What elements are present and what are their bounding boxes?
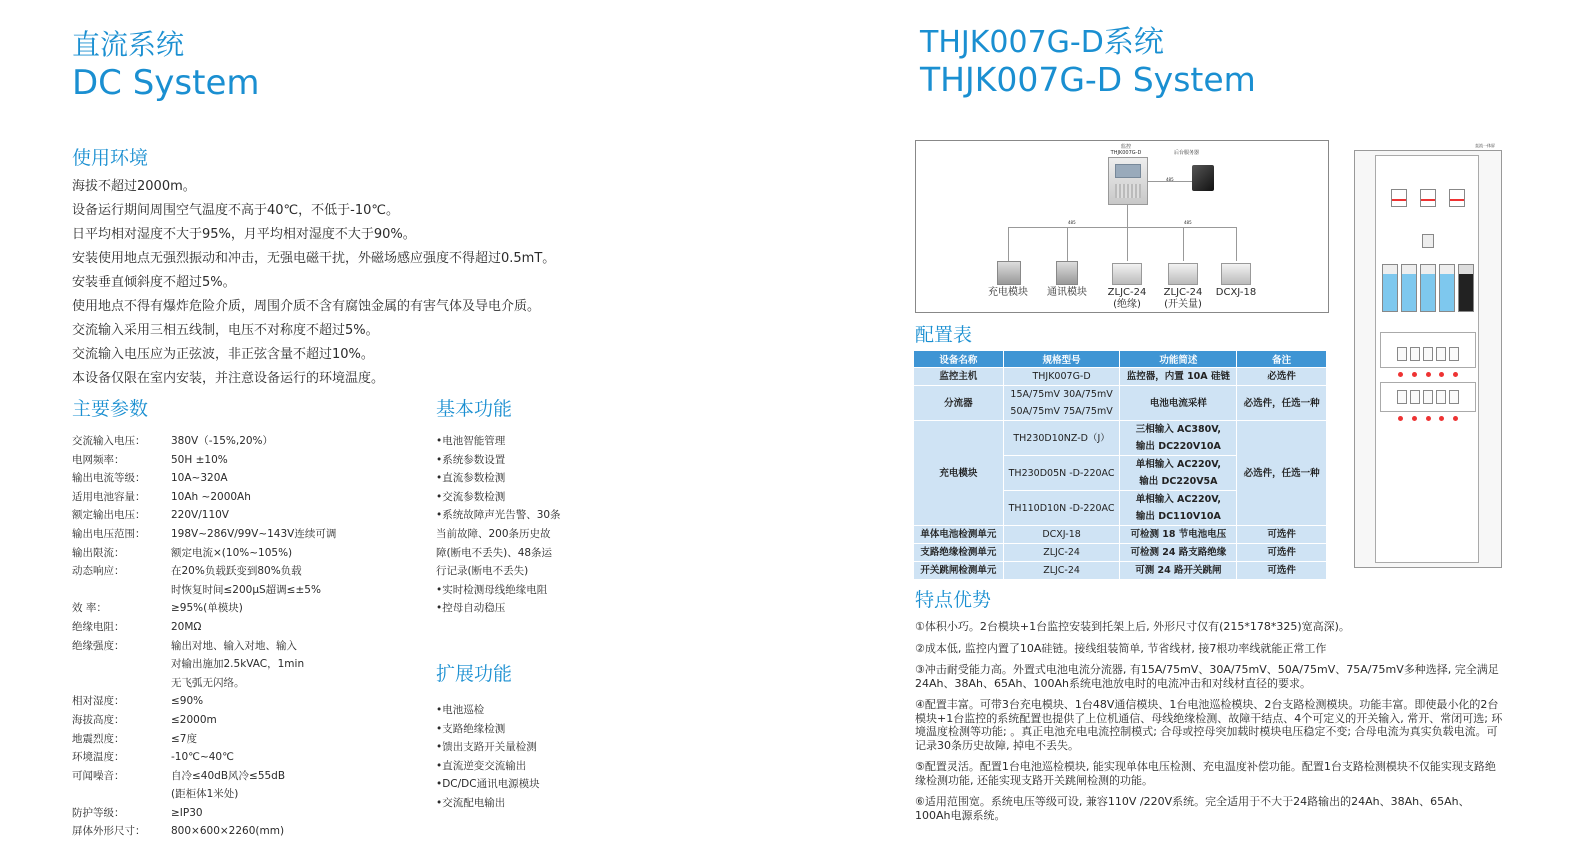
param-row [72,432,372,451]
param-key: 输出电流等级： [72,472,146,485]
param-key: 额定输出电压： [72,509,146,522]
system-title-cn: THJK007G-D系统 [920,25,1164,60]
zljc-insulation-icon [1112,263,1142,285]
cell: 可选件 [1237,544,1327,562]
param-value: 10Ah ~2000Ah [171,490,251,503]
param-key: 防护等级： [72,806,125,819]
title-cn: 直流系统 [72,28,185,61]
cabinet-label: 直流一体屏 [1475,143,1495,148]
param-row [72,674,372,693]
advantages-title: 特点优势 [915,589,992,611]
advantage-item: ⑥适用范围宽。系统电压等级可设, 兼容110V /220V系统。完全适用于不大于24路输出的24Ah、38Ah、65Ah、100Ah电源系统。 [915,795,1470,822]
monitor-label: 监控 THJK007G-D [1110,144,1142,156]
col-header: 设备名称 [914,351,1004,368]
cell: 必选件，任选一种 [1237,386,1327,421]
basic-func-item: •实时检测母线绝缘电阻 [436,583,548,596]
params-list [72,432,372,841]
config-title: 配置表 [915,324,973,346]
cell: 可测 24 路开关跳闸 [1120,562,1237,580]
param-value: ≥95%(单模块) [171,602,243,615]
param-value: ≥IP30 [171,806,203,819]
param-row [72,804,372,823]
title-en: DC System [72,63,260,103]
breaker-panel-2 [1380,382,1476,412]
param-key [72,674,171,693]
dcxj-icon [1221,263,1251,285]
param-key: 绝缘电阻： [72,620,125,633]
param-value: 198V~286V/99V~143V连续可调 [171,527,337,540]
cell: 必选件，任选一种 [1237,421,1327,526]
cell: 单相输入 AC220V, 输出 DC110V10A [1120,491,1237,526]
advantage-item: ②成本低, 监控内置了10A硅链。接线组装简单, 节省线材, 接7根功率线就能正常工作 [915,641,1327,655]
indicator-row-1 [1398,372,1458,377]
cell: 充电模块 [914,421,1004,526]
param-value: 在20%负载跃变到80%负载 [171,565,302,578]
bus-tap-4 [1183,227,1184,261]
param-value: (距柜体1米处) [171,788,239,801]
indicator-row-2 [1398,416,1458,421]
param-row [72,451,372,470]
env-item: 安装垂直倾斜度不超过5%。 [72,275,236,290]
env-item: 交流输入采用三相五线制，电压不对称度不超过5%。 [72,323,379,338]
param-value: 10A~320A [171,472,228,485]
param-key: 交流输入电压： [72,435,146,447]
device-label-zljc-1: ZLJC-24 (绝缘) [1107,287,1147,310]
server-icon [1192,165,1214,191]
param-value: 额定电流×(10%~105%) [171,546,293,559]
param-value: 输出对地、输入对地、输入 [171,639,297,652]
charger-module-icon [997,261,1021,285]
basic-func-title: 基本功能 [436,398,513,420]
ext-func-item: •DC/DC通讯电源模块 [436,778,540,791]
table-row [914,421,1327,456]
param-key: 屏体外形尺寸： [72,825,146,838]
env-list [72,175,555,391]
cell: 可选件 [1237,526,1327,544]
cell: DCXJ-18 [1003,526,1120,544]
env-title: 使用环境 [72,147,149,169]
bus-label-1: 485 [1068,220,1076,225]
basic-func-item: 行记录(断电不丢失) [436,565,529,578]
param-row [72,748,372,767]
col-header: 备注 [1237,351,1327,368]
comm-module-icon [1056,261,1078,285]
device-label-zljc-2: ZLJC-24 (开关量) [1163,287,1203,310]
cell: 监控器，内置 10A 硅链 [1120,368,1237,386]
param-row [72,767,372,786]
param-row [72,599,372,618]
col-header: 规格型号 [1003,351,1120,368]
param-key: 地震烈度： [72,732,125,745]
device-label-charger: 充电模块 [988,287,1028,298]
env-item: 安装使用地点无强烈振动和冲击，无强电磁干扰，外磁场感应强度不得超过0.5mT。 [72,251,556,266]
params-title: 主要参数 [72,398,149,420]
cell: 支路绝缘检测单元 [914,544,1004,562]
param-key: 电网频率： [72,453,125,466]
cell: 分流器 [914,386,1004,421]
basic-func-item: •系统故障声光告警、30条 [436,509,561,522]
env-item: 使用地点不得有爆炸危险介质，周围介质不含有腐蚀金属的有害气体及导电介质。 [72,299,541,314]
param-value: 自冷≤40dB风冷≤55dB [171,769,286,782]
param-key: 动态响应： [72,565,125,578]
ext-func-item: •直流逆变交流输出 [436,759,527,772]
basic-func-item: •电池智能管理 [436,435,506,447]
monitor-device [1108,157,1148,205]
param-value: 时恢复时间≤200μS超调≤±5% [171,583,321,596]
meters-row [1384,180,1472,216]
table-row [914,544,1327,562]
breaker-panel-1 [1380,332,1476,368]
table-row [914,562,1327,580]
env-item: 本设备仅限在室内安装，并注意设备运行的环境温度。 [72,371,385,386]
cabinet-door [1375,155,1479,563]
bus-tap-2 [1067,227,1068,261]
param-value: ≤2000m [171,713,217,726]
cell: 电池电流采样 [1120,386,1237,421]
env-item: 日平均相对湿度不大于95%，月平均相对湿度不大于90%。 [72,227,416,242]
system-title-en: THJK007G-D System [920,60,1256,99]
device-label-dcxj: DCXJ-18 [1215,287,1257,298]
meter-small [1422,234,1434,248]
cell: 15A/75mV 30A/75mV 50A/75mV 75A/75mV [1003,386,1120,421]
basic-func-item: •系统参数设置 [436,453,506,466]
table-row [914,368,1327,386]
zljc-switch-icon [1168,263,1198,285]
ext-func-title: 扩展功能 [436,663,513,685]
param-row [72,469,372,488]
cell: ZLJC-24 [1003,562,1120,580]
param-key: 适用电池容量： [72,490,146,503]
basic-func-list [436,432,561,618]
param-key: 绝缘强度： [72,639,125,652]
param-value: 对输出施加2.5kVAC，1min [171,658,305,671]
param-value: 50H ±10% [171,453,228,466]
param-key [72,785,171,804]
param-key: 相对湿度： [72,695,125,708]
basic-func-item: •交流参数检测 [436,490,506,503]
config-table [913,350,1327,580]
advantage-item: ④配置丰富。可带3台充电模块、1台48V通信模块、1台电池巡检模块、2台支路检测模块。功能丰富。即使最小化的2台模块+1台监控的系统配置也提供了上位机通信、母线绝缘检测、故障干结点、4个可定义的开关输入, 常开、常闭可选; 环境温度检测等功能; 。真正电池充电电流控制模式; 合母或控母突加载时模块电压稳定不变; 合母电流为真实负载电流。可记录30条历史故障, 掉电不丢失。 [915,698,1503,752]
param-key: 可闻噪音： [72,769,125,782]
bus-tap-1 [1008,227,1009,261]
cell: 三相输入 AC380V, 输出 DC220V10A [1120,421,1237,456]
param-row [72,618,372,637]
bus-tap-5 [1236,227,1237,261]
param-row [72,525,372,544]
link-label: 485 [1166,177,1174,182]
param-key: 输出电压范围： [72,527,146,540]
cell: 可检测 24 路支路绝缘 [1120,544,1237,562]
bus-label-2: 485 [1184,220,1192,225]
param-value: 380V（-15%,20%） [171,435,274,447]
server-label: 后台服务器 [1174,150,1200,156]
table-row [914,526,1327,544]
param-row [72,506,372,525]
param-row [72,692,372,711]
cell: 单相输入 AC220V, 输出 DC220V5A [1120,456,1237,491]
cell: TH230D05N -D-220AC [1003,456,1120,491]
cell: 单体电池检测单元 [914,526,1004,544]
param-row [72,730,372,749]
param-value: ≤7度 [171,732,197,745]
param-row [72,562,372,581]
col-header: 功能简述 [1120,351,1237,368]
param-key: 海拔高度： [72,713,125,726]
device-label-comm: 通讯模块 [1047,287,1087,298]
ext-func-item: •交流配电输出 [436,796,506,809]
env-item: 海拔不超过2000m。 [72,179,196,194]
param-value: 20MΩ [171,620,202,633]
bus-line [1008,227,1236,228]
param-value: 无飞弧无闪络。 [171,676,245,689]
param-row [72,637,372,656]
bus-drop [1127,205,1128,227]
param-value: -10℃~40℃ [171,751,234,764]
param-row [72,711,372,730]
param-value: ≤90% [171,695,204,708]
advantage-item: ⑤配置灵活。配置1台电池巡检模块, 能实现单体电压检测、充电温度补偿功能。配置1台支路检测模块不仅能实现支路绝缘检测功能, 还能实现支路开关跳闸检测的功能。 [915,760,1496,787]
table-header-row [914,351,1327,368]
ext-func-item: •支路绝缘检测 [436,722,506,735]
cabinet-drawing [1354,143,1502,568]
system-diagram [915,140,1329,313]
param-value: 800×600×2260(mm) [171,825,285,838]
cell: TH230D10NZ-D（J） [1003,421,1120,456]
param-key: 输出限流： [72,546,125,559]
cell: 必选件 [1237,368,1327,386]
module-row [1382,264,1474,312]
advantage-item: ③冲击耐受能力高。外置式电池电流分流器, 有15A/75mV、30A/75mV、50A/75mV、75A/75mV多种选择, 完全满足24Ah、38Ah、65Ah、100Ah系统电池放电时的电流冲击和对线材直径的要求。 [915,663,1499,690]
param-key [72,581,171,600]
param-key: 环境温度： [72,751,125,764]
param-value: 220V/110V [171,509,229,522]
cell: 可检测 18 节电池电压 [1120,526,1237,544]
cell: THJK007G-D [1003,368,1120,386]
env-item: 交流输入电压应为正弦波，非正弦含量不超过10%。 [72,347,374,362]
cell: 可选件 [1237,562,1327,580]
cell: ZLJC-24 [1003,544,1120,562]
param-row [72,785,372,804]
env-item: 设备运行期间周围空气温度不高于40℃，不低于-10℃。 [72,203,399,218]
param-row [72,822,372,841]
param-key: 效 率： [72,602,107,615]
advantage-item: ①体积小巧。2台模块+1台监控安装到托架上后, 外形尺寸仅有(215*178*325)宽高深)。 [915,620,1350,633]
param-row [72,488,372,507]
param-key [72,655,171,674]
ext-func-list [436,701,540,813]
cell: 监控主机 [914,368,1004,386]
ext-func-item: •电池巡检 [436,704,485,716]
table-row [914,386,1327,421]
param-row [72,655,372,674]
advantages-list [915,620,1503,830]
param-row [72,581,372,600]
cell: 开关跳闸检测单元 [914,562,1004,580]
basic-func-item: 当前故障、200条历史故 [436,527,551,540]
basic-func-item: •直流参数检测 [436,472,506,485]
basic-func-item: 障(断电不丢失)、48条运 [436,546,553,559]
ext-func-item: •馈出支路开关量检测 [436,741,537,754]
basic-func-item: •控母自动稳压 [436,602,506,615]
param-row [72,544,372,563]
bus-tap-3 [1127,227,1128,261]
cell: TH110D10N -D-220AC [1003,491,1120,526]
